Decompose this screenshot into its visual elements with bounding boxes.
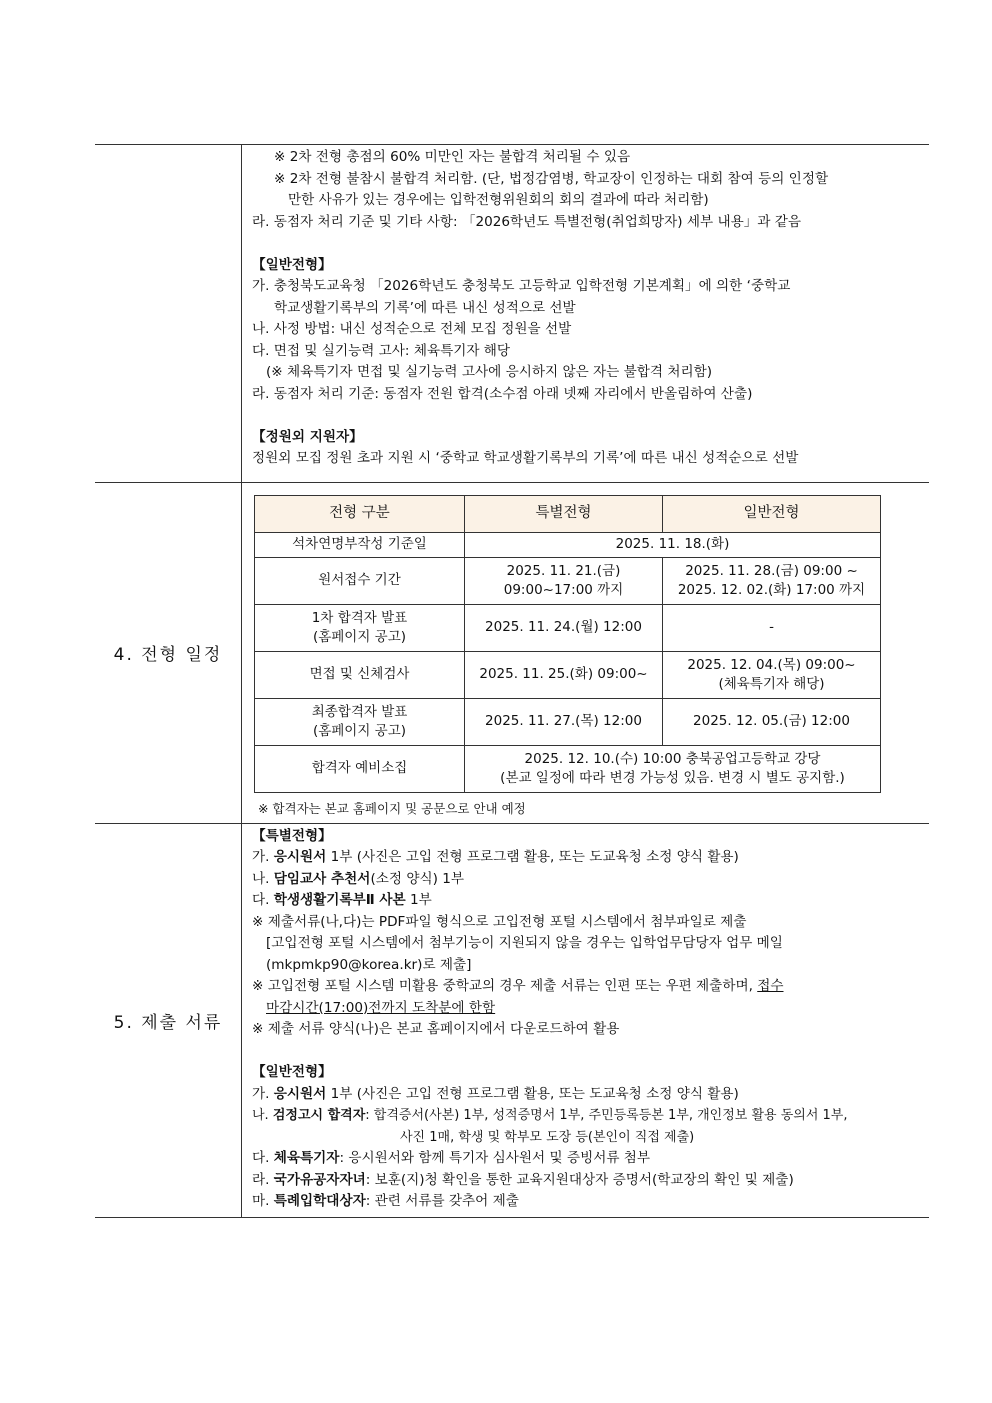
tie-rule-line: 라. 동점자 처리 기준 및 기타 사항: 「2026학년도 특별전형(취업희망자) 세부 내용」과 같음 [252,213,802,230]
row-name: 석차연명부작성 기준일 [255,532,465,557]
header-cell: 일반전형 [663,495,881,532]
schedule-row [255,604,881,651]
extra-line: 정원외 모집 정원 초과 지원 시 ‘중학교 학교생활기록부의 기록’에 따른 내신 성적순으로 선발 [252,450,799,466]
special-item: 나. 담임교사 추천서(소정 양식) 1부 [252,870,464,887]
documents-label: 5. 제출 서류 [95,823,242,1217]
row-selection-criteria [95,145,929,483]
note-line: 만한 사유가 있는 경우에는 입학전형위원회의 회의 결과에 따라 처리함) [288,192,709,208]
schedule-table [254,495,881,793]
general-heading: 【일반전형】 [252,256,332,273]
general-item: 다. 체육특기자: 응시원서와 함께 특기자 심사원서 및 증빙서류 첨부 [252,1150,651,1166]
schedule-row [255,532,881,557]
schedule-label: 4. 전형 일정 [95,482,242,823]
row-name: 면접 및 신체검사 [255,651,465,698]
schedule-row [255,698,881,745]
general-item: 라. 국가유공자자녀: 보훈(지)청 확인을 통한 교육지원대상자 증명서(학교장의 확인 및 제출) [252,1171,794,1188]
schedule-row [255,651,881,698]
row-name: 합격자 예비소집 [255,745,465,792]
general-line: (※ 체육특기자 면접 및 실기능력 고사에 응시하지 않은 자는 불합격 처리함) [266,364,713,380]
general-line: 가. 충청북도교육청 「2026학년도 충청북도 고등학교 입학전형 기본계획」에 의한 ‘중학교 [252,278,791,294]
general-line: 나. 사정 방법: 내신 성적순으로 전체 모집 정원을 선발 [252,321,572,337]
general-item: 마. 특례입학대상자: 관련 서류를 갖추어 제출 [252,1193,519,1209]
submission-note: ※ 제출 서류 양식(나)은 본교 홈페이지에서 다운로드하여 활용 [252,1021,620,1037]
special-item: 가. 응시원서 1부 (사진은 고입 전형 프로그램 활용, 또는 도교육청 소정 양식 활용) [252,849,739,865]
row-general-value: 2025. 12. 05.(금) 12:00 [663,698,881,745]
schedule-row [255,557,881,604]
header-cell: 전형 구분 [255,495,465,532]
empty-label-cell [95,145,242,483]
special-heading: 【특별전형】 [252,827,332,844]
general-item-cont: 사진 1매, 학생 및 학부모 도장 등(본인이 직접 제출) [400,1129,695,1145]
row-special-value: 2025. 11. 24.(월) 12:00 [465,604,663,651]
schedule-note: ※ 합격자는 본교 홈페이지 및 공문으로 안내 예정 [258,800,526,816]
schedule-header-row [255,495,881,532]
row-documents [95,823,929,1217]
row-general-value: - [663,604,881,651]
row-schedule [95,482,929,823]
special-item: 다. 학생생활기록부Ⅱ 사본 1부 [252,892,432,908]
submission-note: [고입전형 포털 시스템에서 첨부기능이 지원되지 않을 경우는 입학업무담당자 업무 메일 [266,935,783,951]
row-special-value: 2025. 11. 25.(화) 09:00~ [465,651,663,698]
document-table [95,144,929,1218]
extra-heading: 【정원외 지원자】 [252,428,363,445]
row-general-value: 2025. 11. 28.(금) 09:00 ~ 2025. 12. 02.(화) 17:00 까지 [663,557,881,604]
header-cell: 특별전형 [465,495,663,532]
general-line: 다. 면접 및 실기능력 고사: 체육특기자 해당 [252,342,511,359]
general-doc-heading: 【일반전형】 [252,1064,332,1080]
submission-note: ※ 고입전형 포털 시스템 미활용 중학교의 경우 제출 서류는 인편 또는 우편 제출하며, 접수 [252,978,784,994]
general-item: 가. 응시원서 1부 (사진은 고입 전형 프로그램 활용, 또는 도교육청 소정 양식 활용) [252,1085,739,1102]
submission-note: 마감시간(17:00)전까지 도착분에 한함 [266,999,496,1016]
row-special-value: 2025. 11. 27.(목) 12:00 [465,698,663,745]
schedule-row [255,745,881,792]
row-general-value: 2025. 12. 04.(목) 09:00~ (체육특기자 해당) [663,651,881,698]
row-name: 1차 합격자 발표 (홈페이지 공고) [255,604,465,651]
row-name: 최종합격자 발표 (홈페이지 공고) [255,698,465,745]
row-special-value: 2025. 11. 21.(금) 09:00~17:00 까지 [465,557,663,604]
schedule-content [242,482,930,823]
submission-note: (mkpmkp90@korea.kr)로 제출] [266,956,472,973]
row-name: 원서접수 기간 [255,557,465,604]
row-merged-value: 2025. 12. 10.(수) 10:00 충북공업고등학교 강당 (본교 일정에 따라 변경 가능성 있음. 변경 시 별도 공지함.) [465,745,881,792]
general-line: 학교생활기록부의 기록’에 따른 내신 성적으로 선발 [274,299,576,316]
submission-note: ※ 제출서류(나,다)는 PDF파일 형식으로 고입전형 포털 시스템에서 첨부파일로 제출 [252,913,747,930]
general-item: 나. 검정고시 합격자: 합격증서(사본) 1부, 성적증명서 1부, 주민등록등본 1부, 개인정보 활용 동의서 1부, [252,1108,848,1123]
documents-content [242,823,930,1217]
row-merged-value: 2025. 11. 18.(화) [465,532,881,557]
note-line: ※ 2차 전형 불참시 불합격 처리함. (단, 법정감염병, 학교장이 인정하는 대회 참여 등의 인정할 [274,170,829,187]
general-line: 라. 동점자 처리 기준: 동점자 전원 합격(소수점 아래 넷째 자리에서 반올림하여 산출) [252,385,753,402]
note-line: ※ 2차 전형 총점의 60% 미만인 자는 불합격 처리될 수 있음 [274,149,631,165]
selection-criteria-content [242,145,930,483]
